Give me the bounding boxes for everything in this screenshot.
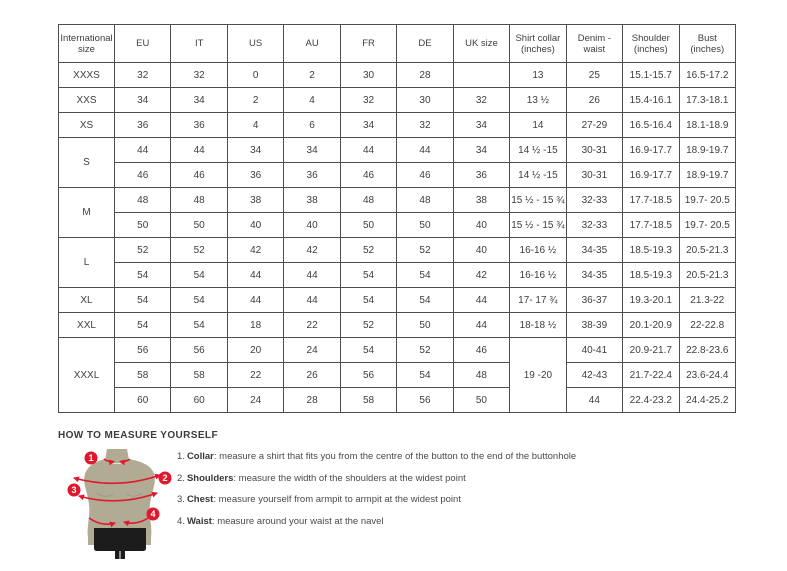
table-cell: 54 [340, 263, 396, 288]
table-cell: 34 [171, 88, 227, 113]
table-cell: 50 [115, 213, 171, 238]
table-row [59, 113, 736, 138]
measure-step-shoulders [177, 473, 576, 485]
table-cell: 54 [397, 363, 453, 388]
table-cell: 60 [115, 388, 171, 413]
marker-3 [68, 484, 81, 497]
table-cell: 13 [510, 63, 566, 88]
table-cell: 14 [510, 113, 566, 138]
table-cell: 16-16 ½ [510, 263, 566, 288]
table-row [59, 313, 736, 338]
table-cell: 17- 17 ¾ [510, 288, 566, 313]
table-cell: 40 [453, 213, 509, 238]
table-cell: 25 [566, 63, 622, 88]
table-cell: 48 [115, 188, 171, 213]
step-label: Chest [186, 494, 214, 505]
table-cell: 22.8-23.6 [679, 338, 735, 363]
step-text: : measure a shirt that fits you from the centre of the button to the end of the buttonhole [213, 451, 577, 462]
marker-2 [159, 472, 172, 485]
table-cell: 0 [227, 63, 283, 88]
table-cell: 34 [340, 113, 396, 138]
column-header: Bust (inches) [679, 25, 735, 63]
table-cell: 54 [171, 263, 227, 288]
table-head [59, 25, 736, 63]
table-cell: 4 [284, 88, 340, 113]
table-cell: 28 [397, 63, 453, 88]
table-cell: XXL [59, 313, 115, 338]
table-cell: 50 [397, 213, 453, 238]
table-cell: 20.1-20.9 [623, 313, 679, 338]
table-cell: 22.4-23.2 [623, 388, 679, 413]
step-number: 1. [177, 451, 185, 462]
table-cell: 2 [227, 88, 283, 113]
table-row [59, 163, 736, 188]
table-cell: 19 -20 [510, 338, 566, 413]
table-cell: 19.7- 20.5 [679, 188, 735, 213]
table-cell: 42-43 [566, 363, 622, 388]
column-header: AU [284, 25, 340, 63]
table-cell: 17.7-18.5 [623, 188, 679, 213]
table-body [59, 63, 736, 413]
table-cell: 38 [227, 188, 283, 213]
table-row [59, 388, 736, 413]
table-cell: 16.5-17.2 [679, 63, 735, 88]
table-cell: 54 [171, 288, 227, 313]
table-cell: 30-31 [566, 163, 622, 188]
table-cell: 44 [453, 288, 509, 313]
table-cell: 36-37 [566, 288, 622, 313]
table-cell: 36 [115, 113, 171, 138]
table-cell: 17.3-18.1 [679, 88, 735, 113]
table-cell: 36 [284, 163, 340, 188]
table-row [59, 263, 736, 288]
table-cell: S [59, 138, 115, 188]
table-row [59, 338, 736, 363]
column-header: IT [171, 25, 227, 63]
table-cell: 16.9-17.7 [623, 163, 679, 188]
table-cell: 21.7-22.4 [623, 363, 679, 388]
table-cell: 16-16 ½ [510, 238, 566, 263]
table-cell: 15.1-15.7 [623, 63, 679, 88]
column-header: FR [340, 25, 396, 63]
step-text: : measure around your waist at the navel [211, 515, 384, 527]
marker-1 [85, 452, 98, 465]
step-text: : measure yourself from armpit to armpit at the widest point [213, 494, 461, 505]
table-cell: 28 [284, 388, 340, 413]
table-cell: 2 [284, 63, 340, 88]
step-number: 3. [177, 494, 185, 505]
table-cell: 50 [397, 313, 453, 338]
table-cell: 30 [340, 63, 396, 88]
table-cell: 46 [397, 163, 453, 188]
table-cell: 18 [227, 313, 283, 338]
table-cell: 46 [453, 338, 509, 363]
table-cell: 54 [115, 288, 171, 313]
table-cell: 44 [227, 288, 283, 313]
table-cell: 48 [397, 188, 453, 213]
table-cell: 34-35 [566, 263, 622, 288]
table-cell: 14 ½ -15 [510, 138, 566, 163]
table-cell: 32 [453, 88, 509, 113]
table-cell: 34 [284, 138, 340, 163]
marker-1-number: 1 [88, 453, 94, 463]
table-cell: 34 [115, 88, 171, 113]
table-row [59, 238, 736, 263]
table-cell: 20.9-21.7 [623, 338, 679, 363]
table-cell: 46 [340, 163, 396, 188]
mannequin-illustration [58, 448, 180, 566]
column-header: DE [397, 25, 453, 63]
table-cell: 15 ½ - 15 ¾ [510, 188, 566, 213]
table-row [59, 288, 736, 313]
marker-4-number: 4 [150, 509, 156, 519]
table-cell: 32 [340, 88, 396, 113]
table-cell: M [59, 188, 115, 238]
table-cell: 48 [171, 188, 227, 213]
table-cell: 32-33 [566, 188, 622, 213]
step-label: Collar [186, 451, 214, 462]
table-cell: 50 [171, 213, 227, 238]
table-cell: 54 [340, 288, 396, 313]
table-cell: L [59, 238, 115, 288]
step-label: Waist [186, 515, 212, 527]
table-cell: 32 [397, 113, 453, 138]
column-header: Shoulder (inches) [623, 25, 679, 63]
table-cell: 24 [227, 388, 283, 413]
table-row [59, 363, 736, 388]
table-cell: 52 [340, 313, 396, 338]
table-cell: 32-33 [566, 213, 622, 238]
table-cell: 13 ½ [510, 88, 566, 113]
size-chart-table [58, 24, 736, 413]
table-cell: 30 [397, 88, 453, 113]
measure-step-waist [177, 516, 576, 528]
table-cell: 54 [171, 313, 227, 338]
table-cell: 18.1-18.9 [679, 113, 735, 138]
column-header: UK size [453, 25, 509, 63]
table-cell: 30-31 [566, 138, 622, 163]
table-cell: 32 [115, 63, 171, 88]
table-cell: 26 [284, 363, 340, 388]
table-cell: 38 [284, 188, 340, 213]
table-cell: 15.4-16.1 [623, 88, 679, 113]
table-cell: 22 [284, 313, 340, 338]
table-cell: 34 [227, 138, 283, 163]
table-row [59, 188, 736, 213]
table-cell: 17.7-18.5 [623, 213, 679, 238]
table-cell: 52 [340, 238, 396, 263]
table-cell: 18.5-19.3 [623, 238, 679, 263]
table-cell: 20.5-21.3 [679, 263, 735, 288]
table-cell: 56 [115, 338, 171, 363]
column-header: US [227, 25, 283, 63]
table-cell: 24 [284, 338, 340, 363]
table-cell: 22 [227, 363, 283, 388]
column-header: Denim - waist [566, 25, 622, 63]
marker-2-number: 2 [162, 473, 168, 483]
table-cell: 44 [566, 388, 622, 413]
measure-steps [177, 451, 576, 537]
table-cell: 48 [340, 188, 396, 213]
table-cell: 44 [340, 138, 396, 163]
header-row [59, 25, 736, 63]
table-cell: 42 [453, 263, 509, 288]
table-cell: 40-41 [566, 338, 622, 363]
table-cell: 18.9-19.7 [679, 138, 735, 163]
table-cell: 44 [227, 263, 283, 288]
table-cell: 18.5-19.3 [623, 263, 679, 288]
table-cell: 44 [115, 138, 171, 163]
table-cell: 46 [171, 163, 227, 188]
table-cell: 52 [171, 238, 227, 263]
table-cell: 38 [453, 188, 509, 213]
table-cell: 44 [284, 288, 340, 313]
table-cell: 46 [115, 163, 171, 188]
measure-figure [58, 448, 180, 566]
table-cell: 16.5-16.4 [623, 113, 679, 138]
table-cell: 54 [115, 313, 171, 338]
table-cell: 54 [340, 338, 396, 363]
table-cell: 42 [227, 238, 283, 263]
table-cell: 44 [284, 263, 340, 288]
table-cell: XL [59, 288, 115, 313]
table-cell: 4 [227, 113, 283, 138]
table-cell: 60 [171, 388, 227, 413]
table-cell: 40 [227, 213, 283, 238]
table-cell: 40 [453, 238, 509, 263]
table-cell: XXXS [59, 63, 115, 88]
table-cell: 34 [453, 113, 509, 138]
table-cell: 40 [284, 213, 340, 238]
table-cell: 58 [340, 388, 396, 413]
table-cell: 52 [397, 238, 453, 263]
table-cell: 50 [340, 213, 396, 238]
table-cell: 32 [171, 63, 227, 88]
table-cell: 44 [171, 138, 227, 163]
table-row [59, 88, 736, 113]
table-cell: 22-22.8 [679, 313, 735, 338]
table-cell: XXXL [59, 338, 115, 413]
column-header: EU [115, 25, 171, 63]
step-label: Shoulders [186, 472, 234, 484]
marker-3-number: 3 [71, 485, 77, 495]
table-cell: 20.5-21.3 [679, 238, 735, 263]
table-cell: 18.9-19.7 [679, 163, 735, 188]
table-cell: 19.3-20.1 [623, 288, 679, 313]
table-cell: 27-29 [566, 113, 622, 138]
table-cell: 34-35 [566, 238, 622, 263]
table-cell: 54 [115, 263, 171, 288]
table-cell: 50 [453, 388, 509, 413]
table-cell: 6 [284, 113, 340, 138]
table-cell: 24.4-25.2 [679, 388, 735, 413]
table-cell [453, 63, 509, 88]
table-cell: 58 [115, 363, 171, 388]
shorts-shape [94, 528, 146, 559]
table-cell: 54 [397, 288, 453, 313]
table-cell: 20 [227, 338, 283, 363]
table-cell: 58 [171, 363, 227, 388]
column-header: Shirt collar (inches) [510, 25, 566, 63]
table-row [59, 213, 736, 238]
measure-step-chest [177, 494, 576, 506]
table-row [59, 63, 736, 88]
table-cell: 38-39 [566, 313, 622, 338]
table-cell: 44 [397, 138, 453, 163]
step-number: 4. [177, 515, 185, 527]
table-cell: 21.3-22 [679, 288, 735, 313]
column-header: International size [59, 25, 115, 63]
table-cell: 36 [453, 163, 509, 188]
marker-4 [147, 508, 160, 521]
table-cell: 52 [115, 238, 171, 263]
table-cell: 42 [284, 238, 340, 263]
table-cell: XXS [59, 88, 115, 113]
step-number: 2. [177, 472, 185, 484]
table-row [59, 138, 736, 163]
measure-step-collar [177, 451, 576, 463]
table-cell: 54 [397, 263, 453, 288]
table-cell: 36 [171, 113, 227, 138]
table-cell: 56 [340, 363, 396, 388]
table-cell: 23.6-24.4 [679, 363, 735, 388]
table-cell: 56 [397, 388, 453, 413]
table-cell: 26 [566, 88, 622, 113]
table-cell: 52 [397, 338, 453, 363]
step-text: : measure the width of the shoulders at the widest point [233, 472, 466, 484]
table-cell: 34 [453, 138, 509, 163]
table-cell: 48 [453, 363, 509, 388]
table-cell: 15 ½ - 15 ¾ [510, 213, 566, 238]
table-cell: 36 [227, 163, 283, 188]
table-cell: 18-18 ½ [510, 313, 566, 338]
table-cell: 19.7- 20.5 [679, 213, 735, 238]
table-cell: 16.9-17.7 [623, 138, 679, 163]
table-cell: XS [59, 113, 115, 138]
table-cell: 56 [171, 338, 227, 363]
table-cell: 14 ½ -15 [510, 163, 566, 188]
measure-section-title: HOW TO MEASURE YOURSELF [58, 430, 218, 441]
table-cell: 44 [453, 313, 509, 338]
